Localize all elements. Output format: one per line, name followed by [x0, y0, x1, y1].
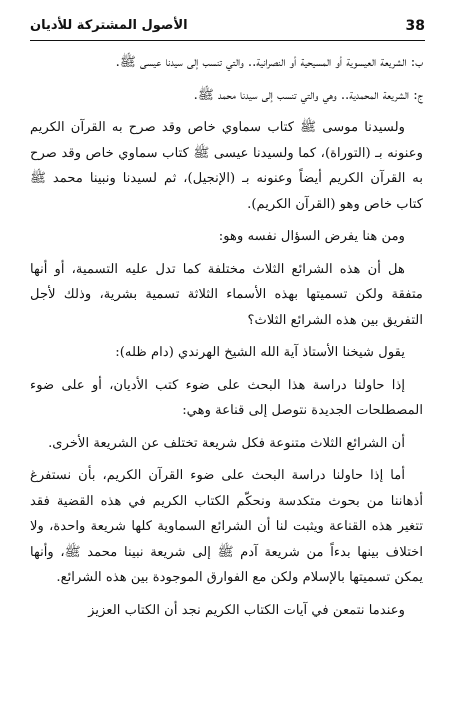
paragraph-heavenly-books: ولسيدنا موسى ﷺ كتاب سماوي خاص وقد صرح به القرآن الكريم وعنونه بـ (التوراة)، كما ولسيدنا عيسى ﷺ كتاب سماوي خاص وقد صرح به القرآن الكريم أيضاً وعنونه بـ (الإنجيل)، ثم لسيدنا ونبينا محمد ﷺ كتاب خاص وهو (القرآن الكريم). — [30, 120, 423, 212]
body-text — [30, 50, 423, 630]
paragraph-quran-study: أما إذا حاولنا دراسة البحث على ضوء القرآن الكريم، بأن نستفرغ أذهاننا من بحوث متكدسة ونحكّم الكتاب الكريم في هذه القضية فقد تتغير هذه القناعة ويثبت لنا أن الشرائع السماوية كلها شريعة واحدة، ولا اختلاف بينها بدءاً من شريعة آدم ﷺ إلى شريعة نبينا محمد ﷺ، وأنها يمكن تسميتها بالإسلام ولكن مع الفوارق الموجودة بين هذه الشرائع. — [30, 468, 423, 585]
paragraph-sharia-muhammadiyya: ج: الشريعة المحمدية.. وهي والتي تنسب إلى سيدنا محمد ﷺ. — [193, 87, 423, 103]
paragraph-question-intro: ومن هنا يفرض السؤال نفسه وهو: — [218, 229, 405, 244]
paragraph-sheikh-quote: يقول شيخنا الأستاذ آية الله الشيخ الهرندي (دام ظله): — [115, 345, 405, 360]
paragraph-three-sharias: أن الشرائع الثلاث متنوعة فكل شريعة تختلف عن الشريعة الأخرى. — [48, 435, 405, 451]
paragraph-question: هل أن هذه الشرائع الثلاث مختلفة كما تدل عليه التسمية، أو أنها متفقة ولكن تسميتها بهذه الأسماء الثلاثة تسمية بشرية، وذلك لأجل التفريق بين هذه الشرائع الثلاث؟ — [30, 261, 423, 328]
paragraph-closing: وعندما نتمعن في آيات الكتاب الكريم نجد أن الكتاب العزيز — [88, 602, 405, 618]
page-number: 38 — [405, 18, 425, 34]
running-header — [30, 16, 425, 41]
paragraph-religions-study: إذا حاولنا دراسة هذا البحث على ضوء كتب الأديان، أو على ضوء المصطلحات الجديدة نتوصل إلى قناعة وهي: — [30, 377, 423, 418]
paragraph-sharia-isawiyya: ب: الشريعة العيسوية أو المسيحية أو النصرانية.. والتي تنسب إلى سيدنا عيسى ﷺ. — [115, 55, 423, 70]
running-title: الأصول المشتركة للأديان — [30, 18, 188, 33]
